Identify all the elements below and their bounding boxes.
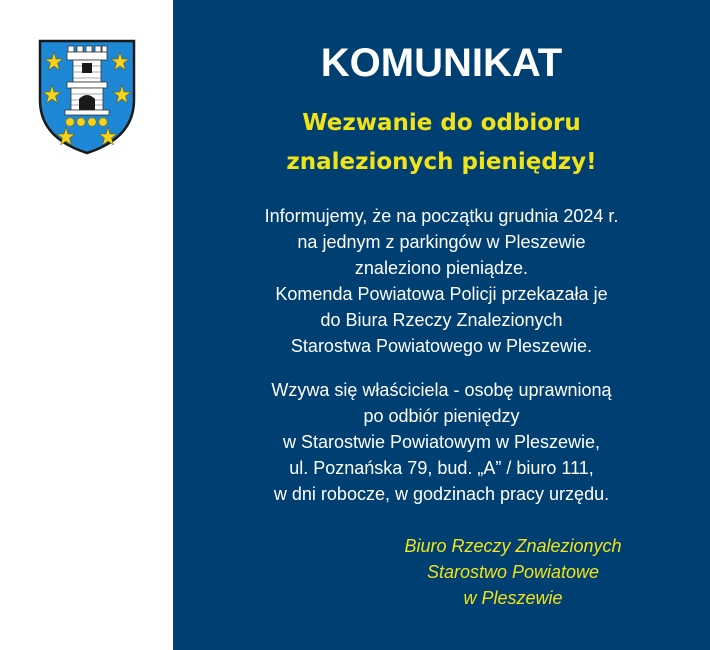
paragraph-line: ul. Poznańska 79, bud. „A” / biuro 111,: [289, 458, 594, 478]
notice-paragraph-summons: [173, 377, 710, 507]
paragraph-line: do Biura Rzeczy Znalezionych: [320, 310, 563, 330]
paragraph-line: Wzywa się właściciela - osobę uprawnioną: [271, 380, 612, 400]
crest-gate: [79, 95, 95, 110]
signature-line: Starostwo Powiatowe: [426, 562, 600, 582]
notice-paragraph-info: [173, 203, 710, 359]
notice-subtitle: [173, 104, 710, 182]
subtitle-line: Wezwanie do odbioru: [302, 110, 581, 136]
signature-line: w Pleszewie: [463, 588, 563, 608]
paragraph-line: w Starostwie Powiatowym w Pleszewie,: [282, 432, 601, 452]
signature-line: Biuro Rzeczy Znalezionych: [404, 536, 622, 556]
paragraph-line: Komenda Powiatowa Policji przekazała je: [275, 284, 608, 304]
subtitle-line: znalezionych pieniędzy!: [286, 149, 597, 175]
paragraph-line: Informujemy, że na początku grudnia 2024 r.: [264, 206, 619, 226]
notice-signature: [363, 533, 663, 611]
paragraph-line: znaleziono pieniądze.: [354, 258, 529, 278]
paragraph-line: w dni robocze, w godzinach pracy urzędu.: [273, 484, 610, 504]
coat-of-arms-icon: [37, 38, 137, 156]
paragraph-line: Starostwa Powiatowego w Pleszewie.: [290, 336, 593, 356]
paragraph-line: na jednym z parkingów w Pleszewie: [297, 232, 586, 252]
paragraph-line: po odbiór pieniędzy: [363, 406, 520, 426]
notice-panel: [173, 0, 710, 650]
notice-title: KOMUNIKAT: [320, 41, 563, 85]
